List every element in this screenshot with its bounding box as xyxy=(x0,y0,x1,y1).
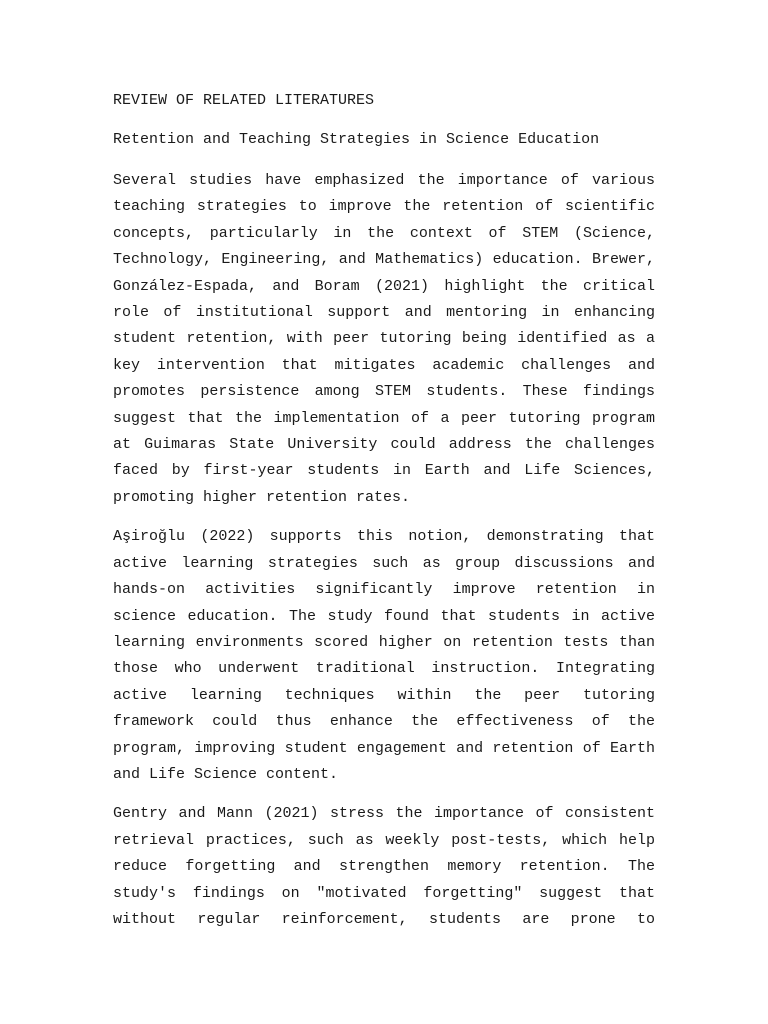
paragraph-3: Gentry and Mann (2021) stress the importance of consistent retrieval practices, such as weekly post-tests, which help reduce forgetting and strengthen memory retention. The study's findings on "motivated forgetting" suggest that without regular reinforcement, students are prone to xyxy=(113,805,655,928)
subsection-title: Retention and Teaching Strategies in Science Education xyxy=(113,131,600,148)
document-page xyxy=(113,90,655,946)
paragraph-1: Several studies have emphasized the importance of various teaching strategies to improve the retention of scientific concepts, particularly in the context of STEM (Science, Technology, Engineering, and Mathematics) education. Brewer, González-Espada, and Boram (2021) highlight the critical role of institutional support and mentoring in enhancing student retention, with peer tutoring being identified as a key intervention that mitigates academic challenges and promotes persistence among STEM students. These findings suggest that the implementation of a peer tutoring program at Guimaras State University could address the challenges faced by first-year students in Earth and Life Sciences, promoting higher retention rates. xyxy=(113,172,655,506)
section-title: REVIEW OF RELATED LITERATURES xyxy=(113,92,375,109)
paragraph-2: Aşiroğlu (2022) supports this notion, demonstrating that active learning strategies such as group discussions and hands-on activities significantly improve retention in science education. The study found that students in active learning environments scored higher on retention tests than those who underwent traditional instruction. Integrating active learning techniques within the peer tutoring framework could thus enhance the effectiveness of the program, improving student engagement and retention of Earth and Life Science content. xyxy=(113,528,655,783)
